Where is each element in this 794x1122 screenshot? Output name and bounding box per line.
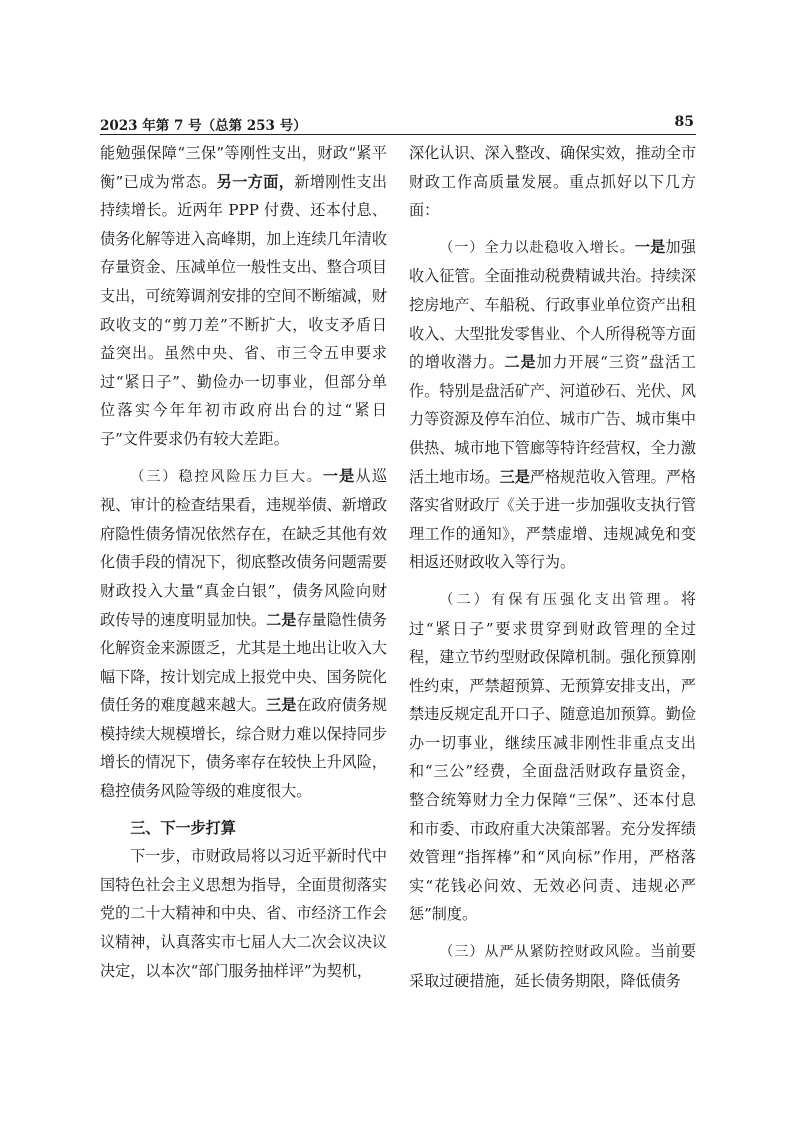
emphasis: 三是 [266, 696, 297, 715]
emphasis: 另一方面， [216, 172, 295, 191]
paragraph [409, 937, 696, 995]
text: 从巡视、审计的检查结果看，违规举债、新增政府隐性债务情况依然存在，在缺乏其他有效化债手段的情况下，彻底整改债务问题需要财政投入大量“真金白银”，债务风险向财政传导的速度明显加快。 [100, 466, 387, 629]
page-number: 85 [674, 114, 694, 130]
text: 存量隐性债务化解资金来源匮乏，尤其是土地出让收入大幅下降，按计划完成上报党中央、国务院化债任务的难度越来越大。 [100, 610, 387, 715]
text: 能勉强保障“三保”等刚性支出，财政“紧平衡”已成为常态。 [100, 144, 387, 191]
text: 将过“紧日子”要求贯穿到财政管理的全过程，建立节约型财政保障机制。强化预算刚性约束，严禁超预算、无预算安排支出，严禁违反规定乱开口子、随意追加预算。勤俭办一切事业，继续压减非刚性非重点支出和“三公”经费，全面盘活财政存量资金，整合统筹财力全力保障“三保”、还本付息和市委、市政府重大决策部署。充分发挥绩效管理“指挥棒”和“风向标”作用，严格落实“花钱必问效、无效必问责、违规必严惩”制度。 [409, 589, 696, 924]
paragraph [409, 139, 696, 225]
emphasis: 一是 [322, 466, 356, 485]
paragraph [100, 462, 387, 806]
left-column [100, 139, 387, 985]
text: 加力开展“三资”盘活工作。特别是盘活矿产、河道砂石、光伏、风力等资源及停车泊位、城市广告、城市集中供热、城市地下管廊等特许经营权，全力激活土地市场。 [409, 353, 696, 486]
emphasis: 二是 [266, 610, 297, 629]
page-header [100, 114, 696, 134]
header-rule [100, 134, 696, 135]
text: 深化认识、深入整改、确保实效，推动全市财政工作高质量发展。重点抓好以下几方面： [409, 144, 696, 220]
section-heading [100, 814, 387, 843]
emphasis: 三是 [499, 467, 530, 486]
subheading: （三）从严从紧防控财政风险。 [439, 944, 651, 961]
text: 新增刚性支出持续增长。近两年 PPP 付费、还本付息、债务化解等进入高峰期，加上连续几年清收存量资金、压减单位一般性支出、整合项目支出，可统筹调剂安排的空间不断缩减，财政收支的“剪刀差”不断扩大，收支矛盾日益突出。虽然中央、省、市三令五申要求过“紧日子”、勤俭办一切事业，但部分单位落实今年年初市政府出台的过“紧日子”文件要求仍有较大差距。 [100, 172, 387, 448]
emphasis: 二是 [504, 353, 537, 372]
text: 严格规范收入管理。严格落实省财政厅《关于进一步加强收支执行管理工作的通知》，严禁虚增、违规减免和变相返还财政收入等行为。 [409, 467, 696, 572]
text: 在政府债务规模持续大规模增长，综合财力难以保持同步增长的情况下，债务率存在较快上升风险，稳控债务风险等级的难度很大。 [100, 696, 387, 801]
text: 下一步，市财政局将以习近平新时代中国特色社会主义思想为指导，全面贯彻落实党的二十大精神和中央、省、市经济工作会议精神，认真落实市七届人大二次会议决议决定，以本次“部门服务抽样评”为契机， [100, 847, 387, 980]
heading-text: 三、下一步打算 [130, 818, 236, 837]
paragraph [409, 585, 696, 929]
text: 加强收入征管。全面推动税费精诚共治。持续深挖房地产、车船税、行政事业单位资产出租收入、大型批发零售业、个人所得税等方面的增收潜力。 [409, 237, 696, 372]
right-column [409, 139, 696, 995]
paragraph [100, 842, 387, 985]
subheading: （一）全力以赴稳收入增长。 [439, 239, 635, 256]
emphasis: 一是 [634, 237, 666, 256]
subheading: （三）稳控风险压力巨大。 [130, 468, 323, 485]
issue-label: 2023 年第 7 号（总第 253 号） [100, 118, 307, 134]
subheading: （二）有保有压强化支出管理。 [439, 591, 681, 608]
text: 当前要采取过硬措施，延长债务期限，降低债务 [409, 942, 696, 990]
paragraph [100, 139, 387, 454]
paragraph [409, 233, 696, 577]
